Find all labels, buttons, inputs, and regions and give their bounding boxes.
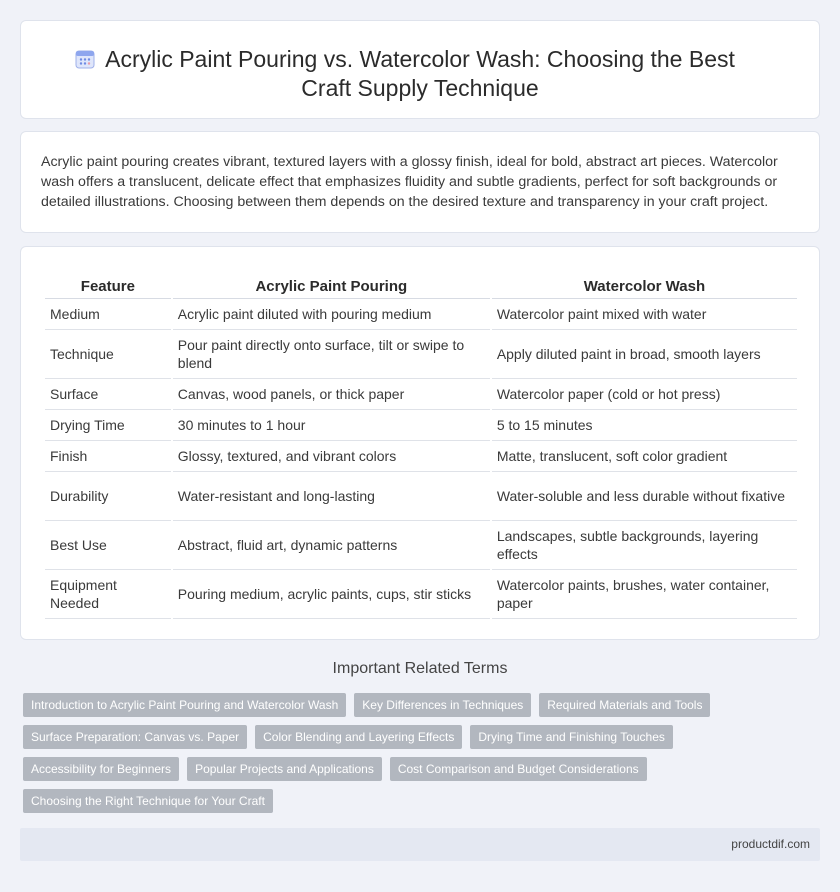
table-cell: Pouring medium, acrylic paints, cups, stir sticks <box>173 570 490 619</box>
related-tag[interactable]: Cost Comparison and Budget Considerations <box>390 757 647 781</box>
header-acrylic: Acrylic Paint Pouring <box>173 277 490 299</box>
table-cell: Water-resistant and long-lasting <box>173 472 490 521</box>
table-cell: Landscapes, subtle backgrounds, layering effects <box>492 521 797 570</box>
comparison-table <box>43 277 799 619</box>
header-watercolor: Watercolor Wash <box>492 277 797 299</box>
table-cell: Drying Time <box>45 410 171 441</box>
table-cell: Glossy, textured, and vibrant colors <box>173 441 490 472</box>
table-row <box>45 410 797 441</box>
footer <box>20 828 820 861</box>
related-terms-tags <box>23 693 823 821</box>
related-tag[interactable]: Required Materials and Tools <box>539 693 710 717</box>
table-row <box>45 570 797 619</box>
table-row <box>45 521 797 570</box>
table-row <box>45 330 797 379</box>
footer-site-link[interactable]: productdif.com <box>731 837 810 851</box>
table-cell: Pour paint directly onto surface, tilt or swipe to blend <box>173 330 490 379</box>
page-title <box>21 45 819 103</box>
table-cell: Technique <box>45 330 171 379</box>
table-cell: Matte, translucent, soft color gradient <box>492 441 797 472</box>
table-cell: Watercolor paints, brushes, water container, paper <box>492 570 797 619</box>
table-row <box>45 379 797 410</box>
related-tag[interactable]: Surface Preparation: Canvas vs. Paper <box>23 725 247 749</box>
comparison-table-card <box>20 246 820 640</box>
table-row <box>45 299 797 330</box>
related-tag[interactable]: Key Differences in Techniques <box>354 693 531 717</box>
table-cell: Surface <box>45 379 171 410</box>
header-card <box>20 20 820 119</box>
table-cell: Watercolor paint mixed with water <box>492 299 797 330</box>
related-tag[interactable]: Choosing the Right Technique for Your Craft <box>23 789 273 813</box>
table-cell: Medium <box>45 299 171 330</box>
table-cell: Equipment Needed <box>45 570 171 619</box>
table-cell: Apply diluted paint in broad, smooth layers <box>492 330 797 379</box>
page-title-line-1: Acrylic Paint Pouring vs. Watercolor Wash: Choosing the Best <box>105 46 735 72</box>
table-cell: Acrylic paint diluted with pouring medium <box>173 299 490 330</box>
table-cell: 30 minutes to 1 hour <box>173 410 490 441</box>
table-cell: Water-soluble and less durable without fixative <box>492 472 797 521</box>
table-cell: Canvas, wood panels, or thick paper <box>173 379 490 410</box>
intro-text: Acrylic paint pouring creates vibrant, textured layers with a glossy finish, ideal for bold, abstract art pieces. Watercolor wash offers a translucent, delicate effect that emphasizes fluidity and subtle gradients, perfect for soft backgrounds or detailed illustrations. Choosing between them depends on the desired texture and transparency in your craft project. <box>41 154 778 210</box>
related-tag[interactable]: Drying Time and Finishing Touches <box>470 725 673 749</box>
table-cell: Abstract, fluid art, dynamic patterns <box>173 521 490 570</box>
table-header-row <box>45 277 797 299</box>
related-tag[interactable]: Accessibility for Beginners <box>23 757 179 781</box>
table-cell: Finish <box>45 441 171 472</box>
related-terms-title: Important Related Terms <box>332 660 508 677</box>
header-feature: Feature <box>45 277 171 299</box>
table-row <box>45 472 797 521</box>
related-tag[interactable]: Color Blending and Layering Effects <box>255 725 462 749</box>
table-cell: 5 to 15 minutes <box>492 410 797 441</box>
table-cell: Watercolor paper (cold or hot press) <box>492 379 797 410</box>
table-row <box>45 441 797 472</box>
table-cell: Durability <box>45 472 171 521</box>
page-title-line-2: Craft Supply Technique <box>301 75 539 101</box>
intro-card <box>20 131 820 233</box>
related-tag[interactable]: Popular Projects and Applications <box>187 757 382 781</box>
related-tag[interactable]: Introduction to Acrylic Paint Pouring and Watercolor Wash <box>23 693 346 717</box>
table-cell: Best Use <box>45 521 171 570</box>
